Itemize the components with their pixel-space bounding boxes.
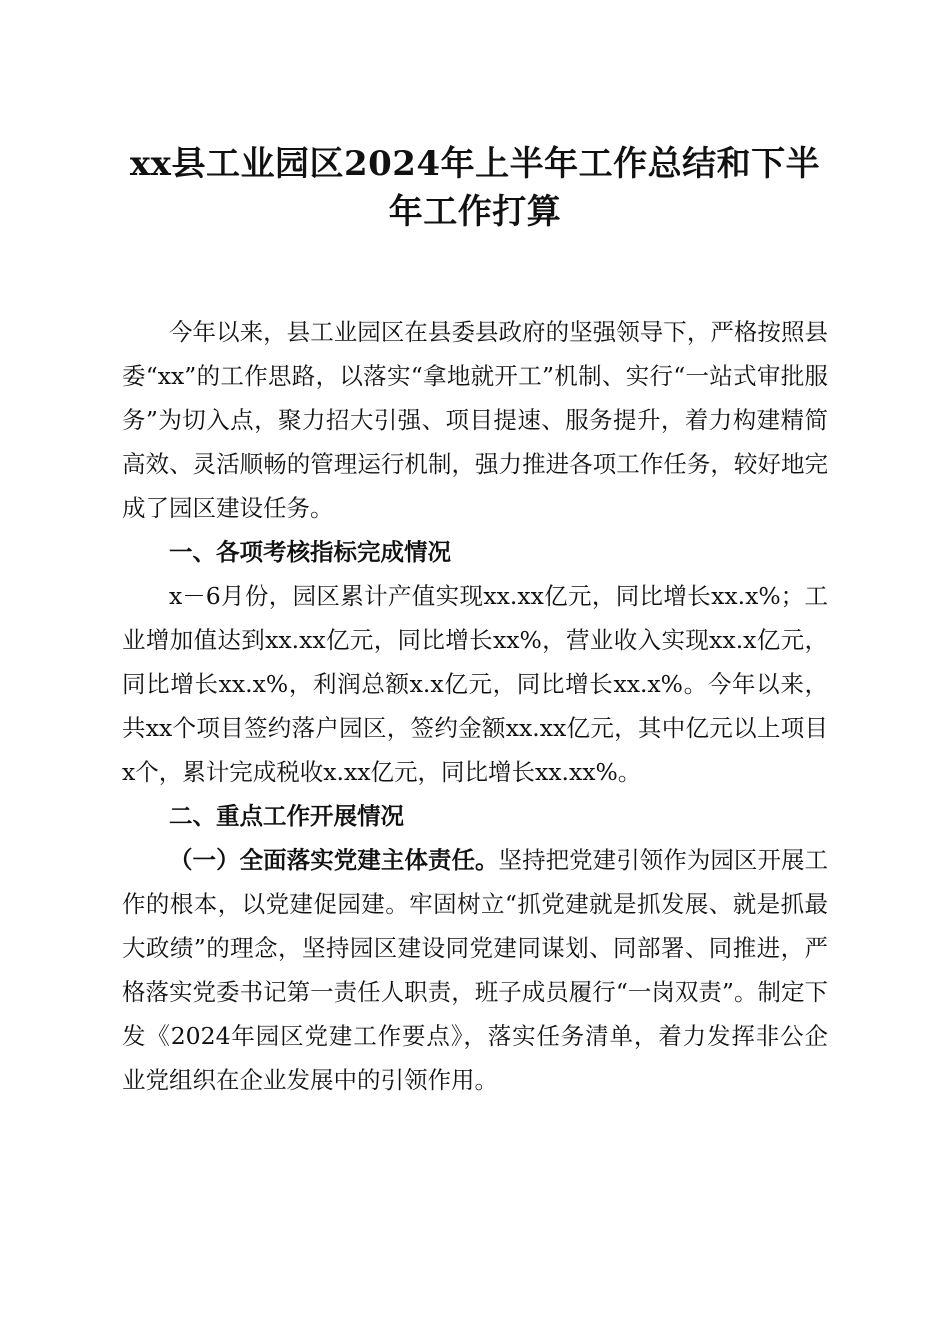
document-body: [122, 310, 828, 1102]
document-page: [122, 140, 828, 1102]
section-2-item-1-text: 坚持把党建引领作为园区开展工作的根本，以党建促园建。牢固树立“抓党建就是抓发展、就是抓最大政绩”的理念，坚持园区建设同党建同谋划、同部署、同推进，严格落实党委书记第一责任人职责，班子成员履行“一岗双责”。制定下发《2024年园区党建工作要点》，落实任务清单，着力发挥非公企业党组织在企业发展中的引领作用。: [122, 846, 829, 1094]
document-title: xx县工业园区2024年上半年工作总结和下半年工作打算: [129, 144, 821, 232]
section-2-heading: 二、重点工作开展情况: [169, 802, 404, 830]
intro-paragraph: 今年以来，县工业园区在县委县政府的坚强领导下，严格按照县委“xx”的工作思路，以落实“拿地就开工”机制、实行“一站式审批服务”为切入点，聚力招大引强、项目提速、服务提升，着力构建精简高效、灵活顺畅的管理运行机制，强力推进各项工作任务，较好地完成了园区建设任务。: [122, 318, 828, 522]
section-2-item-1-paragraph: [122, 838, 828, 1102]
section-1-heading: 一、各项考核指标完成情况: [169, 538, 451, 566]
section-2-item-1-lead: （一）全面落实党建主体责任。: [169, 846, 499, 874]
section-1-paragraph: x－6月份，园区累计产值实现xx.xx亿元，同比增长xx.x%；工业增加值达到xx.xx亿元，同比增长xx%，营业收入实现xx.x亿元，同比增长xx.x%，利润总额x.x亿元，同比增长xx.x%。今年以来，共xx个项目签约落户园区，签约金额xx.xx亿元，其中亿元以上项目x个，累计完成税收x.xx亿元，同比增长xx.xx%。: [122, 582, 828, 786]
